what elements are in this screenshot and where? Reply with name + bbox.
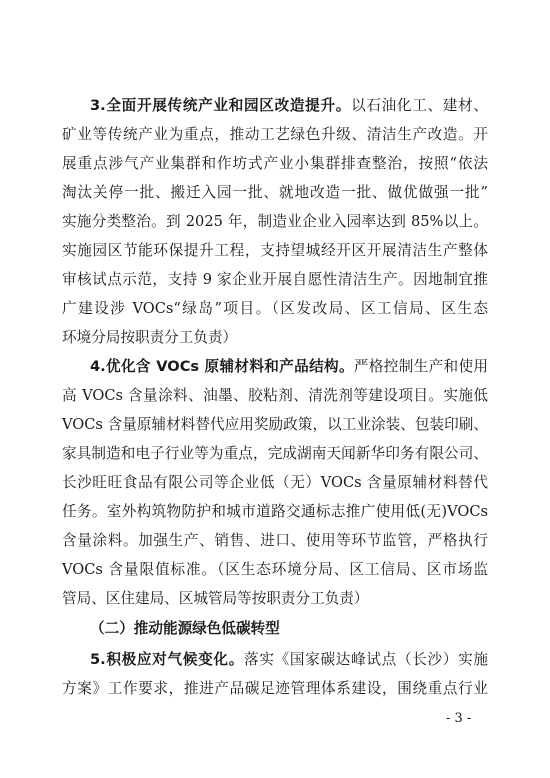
item3-first-line <box>90 94 488 118</box>
item4-line-6: 任务。室外构筑物防护和城市道路交通标志推广使用低(无)VOCs <box>62 503 488 520</box>
item3-line-5: 实施分类整治。到 2025 年，制造业企业入园率达到 85%以上。 <box>62 213 488 230</box>
item4-heading: 4.优化含 VOCs 原辅材料和产品结构。 <box>90 358 354 375</box>
item3-line-3: 展重点涉气产业集群和作坊式产业小集群排查整治，按照“依法 <box>62 155 488 172</box>
item4-line-4: 家具制造和电子行业等为重点，完成湖南天闻新华印务有限公司、 <box>62 445 488 462</box>
item3-line-6: 实施园区节能环保提升工程，支持望城经开区开展清洁生产整体 <box>62 242 488 259</box>
section2-heading: （二）推动能源绿色低碳转型 <box>90 620 280 637</box>
item4-line-2: 高 VOCs 含量涂料、油墨、胶粘剂、清洗剂等建设项目。实施低 <box>62 387 488 404</box>
item4-line-3: VOCs 含量原辅材料替代应用奖励政策，以工业涂装、包装印刷、 <box>62 416 488 433</box>
item3-line-7: 审核试点示范，支持 9 家企业开展自愿性清洁生产。因地制宜推 <box>62 271 488 288</box>
item5-first-line <box>90 648 488 672</box>
item3-line-9: 环境分局按职责分工负责） <box>62 329 238 346</box>
item3-line-8: 广建设涉 VOCs“绿岛”项目。（区发改局、区工信局、区生态 <box>62 300 488 317</box>
item3-line-2: 矿业等传统产业为重点，推动工艺绿色升级、清洁生产改造。开 <box>62 126 488 143</box>
item5-heading: 5.积极应对气候变化。 <box>90 651 245 668</box>
item3-line-4: 淘汰关停一批、搬迁入园一批、就地改造一批、做优做强一批” <box>62 184 488 201</box>
item5-first-line-text: 落实《国家碳达峰试点（长沙）实施 <box>244 651 488 668</box>
item4-line-5: 长沙旺旺食品有限公司等企业低（无）VOCs 含量原辅材料替代 <box>62 474 488 491</box>
item4-line-7: 含量涂料。加强生产、销售、进口、使用等环节监管，严格执行 <box>62 532 488 549</box>
item4-line-9: 管局、区住建局、区城管局等按职责分工负责） <box>62 590 369 607</box>
item3-heading: 3.全面开展传统产业和园区改造提升。 <box>90 97 352 114</box>
item4-first-line-text: 严格控制生产和使用 <box>353 358 488 375</box>
item4-first-line <box>90 355 488 379</box>
page-number: - 3 - <box>446 711 472 726</box>
item5-line-2: 方案》工作要求，推进产品碳足迹管理体系建设，围绕重点行业 <box>62 680 488 697</box>
item3-first-line-text: 以石油化工、建材、 <box>351 97 488 114</box>
item4-line-8: VOCs 含量限值标准。（区生态环境分局、区工信局、区市场监 <box>62 561 488 578</box>
